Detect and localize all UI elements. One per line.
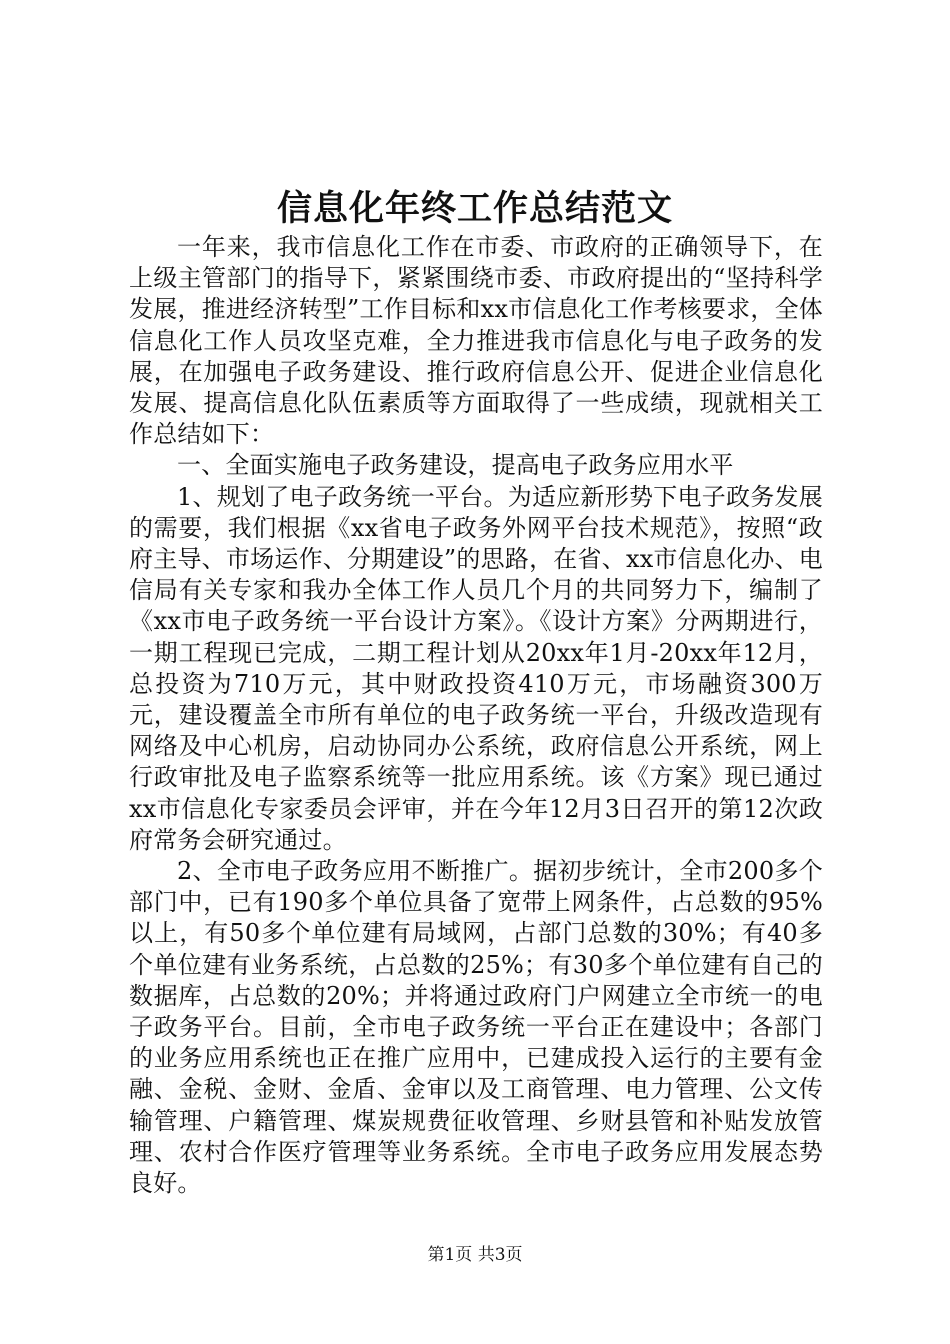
paragraph-intro: 一年来，我市信息化工作在市委、市政府的正确领导下，在上级主管部门的指导下，紧紧围绕市委、市政府提出的“坚持科学发展，推进经济转型”工作目标和xx市信息化工作考核要求，全体信息化工作人员攻坚克难，全力推进我市信息化与电子政务的发展，在加强电子政务建设、推行政府信息公开、促进企业信息化发展、提高信息化队伍素质等方面取得了一些成绩，现就相关工作总结如下： <box>129 233 823 449</box>
document-body <box>129 232 823 1199</box>
paragraph-item-1: 1、规划了电子政务统一平台。为适应新形势下电子政务发展的需要，我们根据《xx省电子政务外网平台技术规范》，按照“政府主导、市场运作、分期建设”的思路，在省、xx市信息化办、电信局有关专家和我办全体工作人员几个月的共同努力下，编制了《xx市电子政务统一平台设计方案》。《设计方案》分两期进行，一期工程现已完成，二期工程计划从20xx年1月-20xx年12月，总投资为710万元，其中财政投资410万元，市场融资300万元，建设覆盖全市所有单位的电子政务统一平台，升级改造现有网络及中心机房，启动协同办公系统，政府信息公开系统，网上行政审批及电子监察系统等一批应用系统。该《方案》现已通过xx市信息化专家委员会评审，并在今年12月3日召开的第12次政府常务会研究通过。 <box>129 482 823 854</box>
section-heading-1: 一、全面实施电子政务建设，提高电子政务应用水平 <box>177 451 734 480</box>
paragraph-item-2: 2、全市电子政务应用不断推广。据初步统计，全市200多个部门中，已有190多个单位具备了宽带上网条件，占总数的95%以上，有50多个单位建有局域网，占部门总数的30%；有40多个单位建有业务系统，占总数的25%；有30多个单位建有自己的数据库，占总数的20%；并将通过政府门户网建立全市统一的电子政务平台。目前，全市电子政务统一平台正在建设中；各部门的业务应用系统也正在推广应用中，已建成投入运行的主要有金融、金税、金财、金盾、金审以及工商管理、电力管理、公文传输管理、户籍管理、煤炭规费征收管理、乡财县管和补贴发放管理、农村合作医疗管理等业务系统。全市电子政务应用发展态势良好。 <box>129 857 823 1198</box>
page-footer: 第1页 共3页 <box>427 1245 523 1265</box>
document-title: 信息化年终工作总结范文 <box>276 188 673 229</box>
